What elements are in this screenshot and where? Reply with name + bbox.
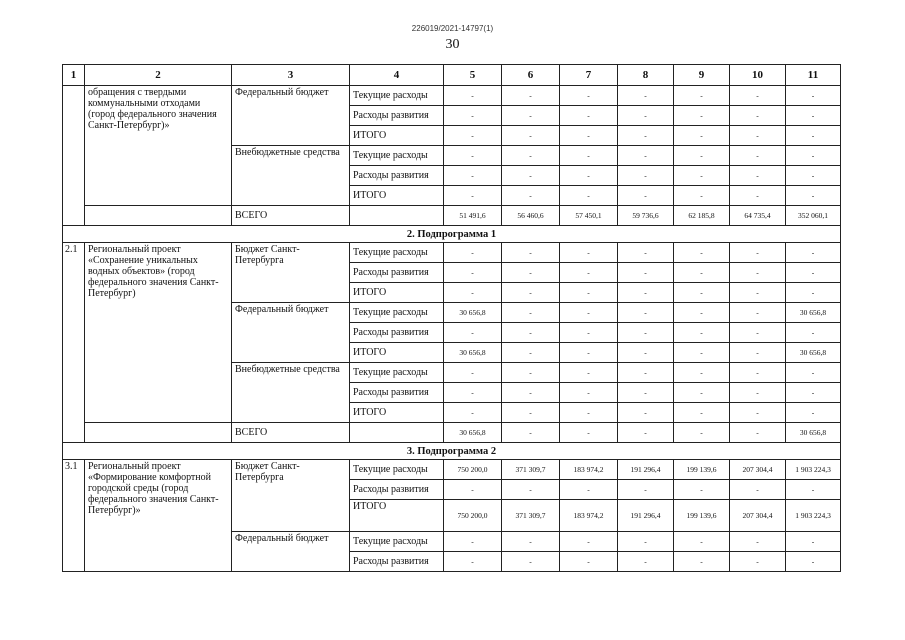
value-cell: - [730,363,786,383]
value-cell: - [444,126,502,146]
value-cell: - [730,532,786,552]
page-number: 30 [445,37,460,52]
value-cell: 183 974,2 [560,460,618,480]
column-header: 5 [444,65,502,86]
column-header: 8 [618,65,674,86]
value-cell: - [786,363,841,383]
value-cell: - [618,86,674,106]
column-header: 11 [786,65,841,86]
value-cell: - [674,243,730,263]
value-cell: - [730,403,786,423]
value-cell: - [502,403,560,423]
value-cell: - [730,423,786,443]
value-cell: - [674,126,730,146]
value-cell: - [786,186,841,206]
index-cell: 3.1 [63,460,85,572]
value-cell: 56 460,6 [502,206,560,226]
value-cell: - [730,343,786,363]
value-cell: - [560,106,618,126]
value-cell: - [444,383,502,403]
value-cell: - [618,480,674,500]
value-cell: - [502,166,560,186]
value-cell: 1 903 224,3 [786,460,841,480]
value-cell: - [618,243,674,263]
table-row [63,243,841,263]
value-cell: 750 200,0 [444,500,502,532]
value-cell: - [674,383,730,403]
value-cell: - [444,106,502,126]
value-cell: - [786,532,841,552]
value-cell: - [560,532,618,552]
value-cell: - [618,126,674,146]
value-cell: - [560,86,618,106]
empty-cell [350,206,444,226]
value-cell: - [618,552,674,572]
empty-cell [85,206,232,226]
expense-type: Текущие расходы [350,303,444,323]
value-cell: - [560,303,618,323]
column-header: 10 [730,65,786,86]
section-title: 3. Подпрограмма 2 [63,443,841,460]
document-id: 226019/2021-14797(1) [411,24,494,33]
value-cell: - [730,243,786,263]
index-cell: 2.1 [63,243,85,443]
value-cell: - [730,552,786,572]
value-cell: - [560,552,618,572]
project-description: Региональный проект «Формирование комфортной городской среды (город федерального значения Санкт-Петербург)» [85,460,232,572]
expense-type: Текущие расходы [350,460,444,480]
value-cell: - [560,126,618,146]
value-cell: - [502,552,560,572]
table-body [63,65,841,572]
value-cell: - [730,106,786,126]
column-header: 1 [63,65,85,86]
value-cell: - [618,303,674,323]
header-row [63,65,841,86]
expense-type: Текущие расходы [350,86,444,106]
value-cell: 30 656,8 [786,343,841,363]
table-row-total [63,423,841,443]
expense-type: Расходы развития [350,323,444,343]
funding-source: Бюджет Санкт-Петербурга [232,243,350,303]
expense-type: Расходы развития [350,166,444,186]
column-header: 6 [502,65,560,86]
value-cell: 191 296,4 [618,500,674,532]
value-cell: - [674,186,730,206]
value-cell: - [502,303,560,323]
expense-type: ИТОГО [350,403,444,423]
expense-type: ИТОГО [350,126,444,146]
value-cell: 30 656,8 [444,343,502,363]
value-cell: - [730,263,786,283]
empty-cell [350,423,444,443]
value-cell: 207 304,4 [730,460,786,480]
value-cell: - [560,363,618,383]
value-cell: - [560,146,618,166]
total-label: ВСЕГО [232,423,350,443]
funding-source: Федеральный бюджет [232,86,350,146]
table-row-total [63,206,841,226]
value-cell: - [786,86,841,106]
value-cell: - [502,423,560,443]
value-cell: - [786,106,841,126]
value-cell: - [502,343,560,363]
value-cell: - [502,283,560,303]
value-cell: - [560,323,618,343]
column-header: 7 [560,65,618,86]
value-cell: - [444,532,502,552]
column-header: 3 [232,65,350,86]
value-cell: - [502,186,560,206]
value-cell: - [674,146,730,166]
value-cell: 199 139,6 [674,500,730,532]
expense-type: ИТОГО [350,283,444,303]
value-cell: 30 656,8 [786,423,841,443]
value-cell: - [560,243,618,263]
value-cell: - [674,166,730,186]
value-cell: 59 736,6 [618,206,674,226]
value-cell: - [730,383,786,403]
value-cell: - [444,243,502,263]
value-cell: - [560,186,618,206]
value-cell: - [618,532,674,552]
value-cell: - [674,303,730,323]
value-cell: 371 309,7 [502,460,560,480]
value-cell: - [786,126,841,146]
table-row [63,86,841,106]
value-cell: - [786,146,841,166]
column-header: 2 [85,65,232,86]
expense-type: Расходы развития [350,480,444,500]
value-cell: - [560,423,618,443]
value-cell: - [444,186,502,206]
value-cell: 191 296,4 [618,460,674,480]
expense-type: ИТОГО [350,500,444,532]
value-cell: 207 304,4 [730,500,786,532]
value-cell: - [444,146,502,166]
value-cell: - [786,283,841,303]
expense-type: Текущие расходы [350,243,444,263]
value-cell: - [674,283,730,303]
value-cell: 62 185,8 [674,206,730,226]
value-cell: - [502,480,560,500]
value-cell: - [618,263,674,283]
project-description: обращения с твердыми коммунальными отходами (город федерального значения Санкт-Петербург)» [85,86,232,206]
table-row [63,460,841,480]
index-cell [63,86,85,226]
value-cell: - [786,383,841,403]
value-cell: - [618,283,674,303]
empty-cell [85,423,232,443]
value-cell: - [560,263,618,283]
expense-type: Расходы развития [350,106,444,126]
expense-type: Текущие расходы [350,532,444,552]
value-cell: 750 200,0 [444,460,502,480]
section-row [63,226,841,243]
value-cell: - [618,323,674,343]
value-cell: - [444,283,502,303]
value-cell: - [618,146,674,166]
value-cell: - [560,166,618,186]
value-cell: - [730,303,786,323]
value-cell: - [730,283,786,303]
expense-type: Расходы развития [350,263,444,283]
total-label: ВСЕГО [232,206,350,226]
value-cell: - [560,383,618,403]
expense-type: Текущие расходы [350,146,444,166]
value-cell: - [618,383,674,403]
expense-type: Расходы развития [350,552,444,572]
value-cell: 30 656,8 [444,303,502,323]
value-cell: 199 139,6 [674,460,730,480]
value-cell: - [444,480,502,500]
value-cell: - [786,552,841,572]
budget-table [62,64,841,572]
value-cell: - [618,363,674,383]
value-cell: - [674,552,730,572]
value-cell: - [560,343,618,363]
value-cell: 371 309,7 [502,500,560,532]
column-header: 9 [674,65,730,86]
value-cell: - [674,363,730,383]
value-cell: - [730,186,786,206]
value-cell: - [618,106,674,126]
value-cell: - [730,480,786,500]
value-cell: - [786,403,841,423]
value-cell: 352 060,1 [786,206,841,226]
value-cell: - [674,106,730,126]
value-cell: - [786,243,841,263]
value-cell: - [618,186,674,206]
value-cell: - [618,343,674,363]
section-title: 2. Подпрограмма 1 [63,226,841,243]
value-cell: - [674,403,730,423]
value-cell: - [786,323,841,343]
value-cell: - [730,126,786,146]
funding-source: Бюджет Санкт-Петербурга [232,460,350,532]
expense-type: ИТОГО [350,186,444,206]
value-cell: - [502,86,560,106]
value-cell: - [786,263,841,283]
value-cell: - [674,480,730,500]
expense-type: ИТОГО [350,343,444,363]
value-cell: - [502,106,560,126]
value-cell: - [502,363,560,383]
value-cell: - [618,166,674,186]
value-cell: - [674,86,730,106]
value-cell: - [730,323,786,343]
value-cell: - [674,343,730,363]
value-cell: - [618,423,674,443]
value-cell: 57 450,1 [560,206,618,226]
value-cell: - [674,323,730,343]
value-cell: 64 735,4 [730,206,786,226]
value-cell: - [730,166,786,186]
value-cell: - [502,383,560,403]
value-cell: - [444,323,502,343]
value-cell: - [618,403,674,423]
value-cell: - [560,480,618,500]
value-cell: - [674,423,730,443]
expense-type: Расходы развития [350,383,444,403]
value-cell: 1 903 224,3 [786,500,841,532]
expense-type: Текущие расходы [350,363,444,383]
value-cell: - [786,480,841,500]
value-cell: - [444,363,502,383]
value-cell: - [502,263,560,283]
value-cell: 30 656,8 [786,303,841,323]
value-cell: - [786,166,841,186]
value-cell: - [674,532,730,552]
value-cell: 30 656,8 [444,423,502,443]
value-cell: 183 974,2 [560,500,618,532]
section-row [63,443,841,460]
funding-source: Внебюджетные средства [232,146,350,206]
value-cell: 51 491,6 [444,206,502,226]
value-cell: - [502,532,560,552]
value-cell: - [444,166,502,186]
value-cell: - [560,403,618,423]
value-cell: - [444,552,502,572]
column-header: 4 [350,65,444,86]
value-cell: - [730,146,786,166]
value-cell: - [502,243,560,263]
funding-source: Федеральный бюджет [232,532,350,572]
value-cell: - [730,86,786,106]
value-cell: - [502,146,560,166]
value-cell: - [444,263,502,283]
funding-source: Федеральный бюджет [232,303,350,363]
funding-source: Внебюджетные средства [232,363,350,423]
value-cell: - [502,126,560,146]
value-cell: - [444,86,502,106]
value-cell: - [674,263,730,283]
project-description: Региональный проект «Сохранение уникальных водных объектов» (город федерального значения Санкт-Петербург) [85,243,232,423]
value-cell: - [502,323,560,343]
value-cell: - [444,403,502,423]
value-cell: - [560,283,618,303]
